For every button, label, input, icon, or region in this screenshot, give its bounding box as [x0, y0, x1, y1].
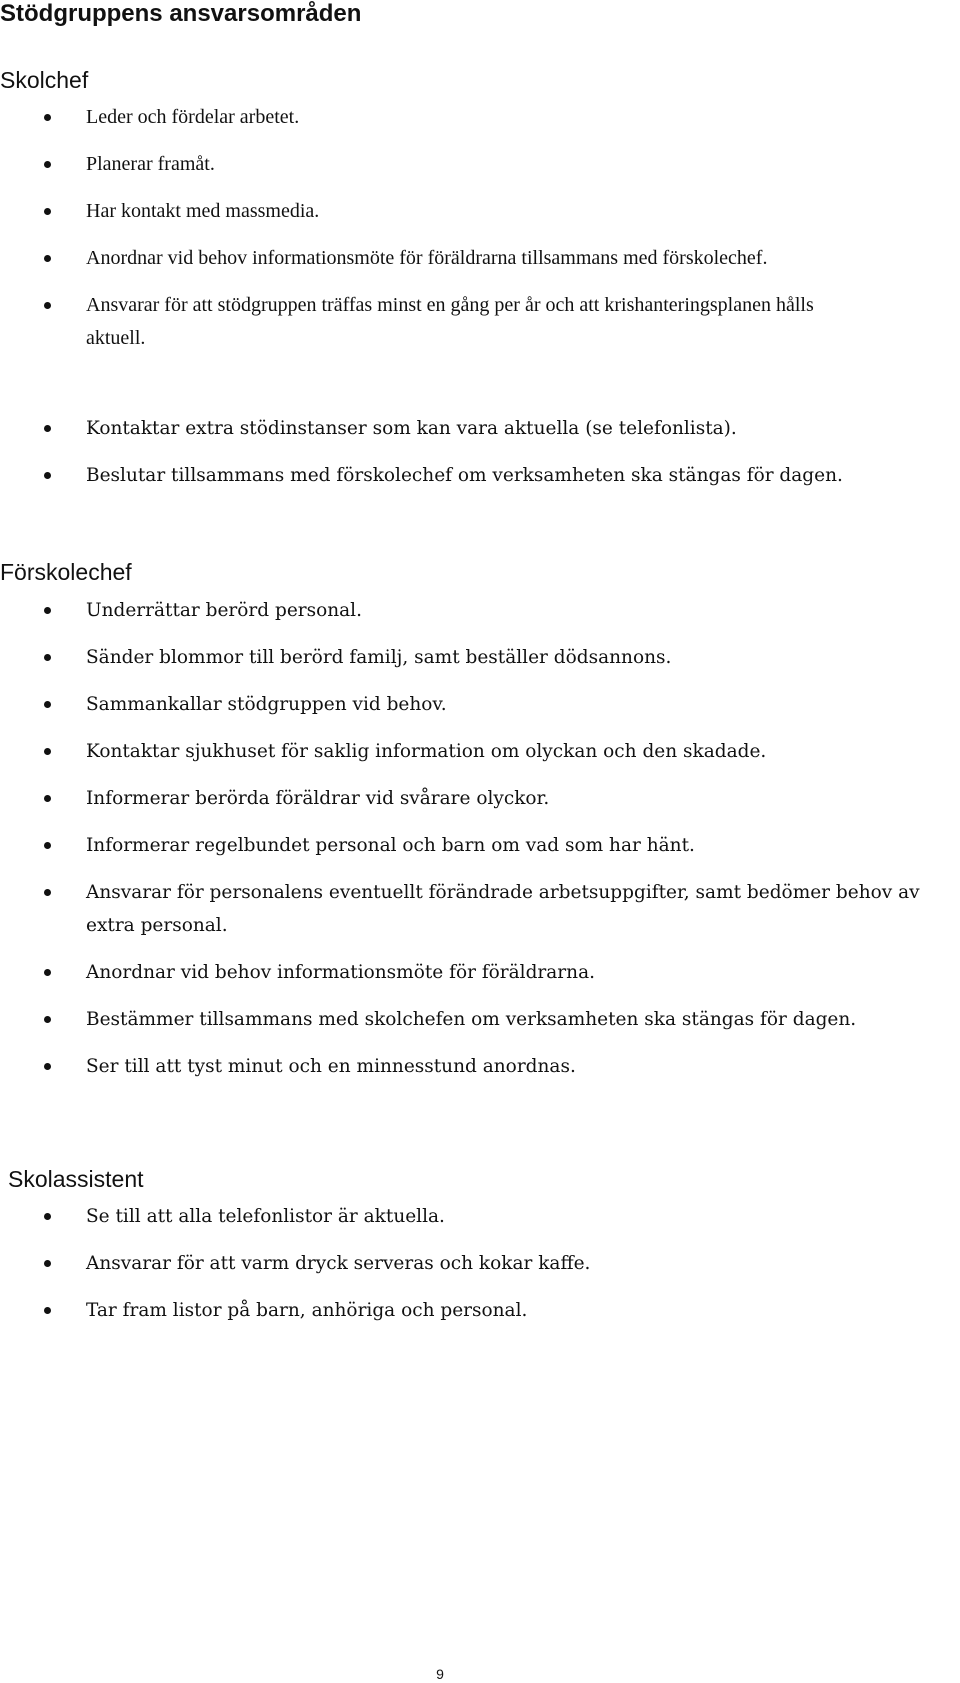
bullet-icon	[44, 795, 51, 802]
bullet-icon	[44, 1213, 51, 1220]
list-item-text: Sammankallar stödgruppen vid behov.	[86, 694, 447, 715]
skolassistent-list	[0, 1200, 960, 1327]
list-item	[0, 459, 960, 492]
bullet-icon	[44, 114, 51, 121]
bullet-icon	[44, 701, 51, 708]
list-item	[0, 1050, 960, 1083]
list-item	[0, 101, 960, 134]
skolchef-list	[0, 101, 960, 369]
list-item	[0, 242, 960, 275]
bullet-icon	[44, 607, 51, 614]
bullet-icon	[44, 654, 51, 661]
bullet-icon	[44, 302, 51, 309]
bullet-icon	[44, 472, 51, 479]
bullet-icon	[44, 969, 51, 976]
list-item	[0, 1294, 960, 1327]
list-item-text: Har kontakt med massmedia.	[86, 200, 320, 222]
list-item-text: Informerar regelbundet personal och barn om vad som har hänt.	[86, 835, 695, 856]
bullet-icon	[44, 842, 51, 849]
bullet-icon	[44, 1307, 51, 1314]
list-item	[0, 594, 960, 627]
list-item	[0, 195, 960, 228]
list-item	[0, 956, 960, 989]
list-item-text: Ansvarar för att varm dryck serveras och kokar kaffe.	[86, 1253, 591, 1274]
bullet-icon	[44, 1016, 51, 1023]
page-number: 9	[436, 1666, 444, 1682]
list-item-text: Bestämmer tillsammans med skolchefen om verksamheten ska stängas för dagen.	[86, 1009, 857, 1030]
list-item-text: Planerar framåt.	[86, 153, 215, 175]
list-item	[0, 641, 960, 674]
bullet-icon	[44, 748, 51, 755]
list-item	[0, 412, 960, 445]
list-item-text: Tar fram listor på barn, anhöriga och personal.	[86, 1300, 528, 1321]
bullet-icon	[44, 161, 51, 168]
page-title: Stödgruppens ansvarsområden	[0, 0, 362, 27]
list-item-text: Anordnar vid behov informationsmöte för föräldrarna.	[86, 962, 595, 983]
bullet-icon	[44, 425, 51, 432]
list-item	[0, 829, 960, 862]
list-item-text: Kontaktar extra stödinstanser som kan vara aktuella (se telefonlista).	[86, 418, 737, 439]
list-item-text: Ser till att tyst minut och en minnesstund anordnas.	[86, 1056, 576, 1077]
list-item	[0, 782, 960, 815]
list-item-text: Leder och fördelar arbetet.	[86, 106, 300, 128]
list-item-text: Sänder blommor till berörd familj, samt beställer dödsannons.	[86, 647, 672, 668]
list-item-text: Ansvarar för personalens eventuellt förändrade arbetsuppgifter, samt bedömer behov av extra personal.	[86, 882, 920, 936]
list-item	[0, 876, 960, 942]
bullet-icon	[44, 1063, 51, 1070]
list-item-text: Informerar berörda föräldrar vid svårare olyckor.	[86, 788, 550, 809]
list-item	[0, 1200, 960, 1233]
bullet-icon	[44, 255, 51, 262]
list-item-text: Beslutar tillsammans med förskolechef om verksamheten ska stängas för dagen.	[86, 465, 843, 486]
list-item	[0, 289, 960, 355]
list-item	[0, 688, 960, 721]
list-item	[0, 1003, 960, 1036]
list-item-text: Underrättar berörd personal.	[86, 600, 362, 621]
list-item	[0, 148, 960, 181]
list-item-text: Kontaktar sjukhuset för saklig information om olyckan och den skadade.	[86, 741, 767, 762]
list-item-text: Ansvarar för att stödgruppen träffas minst en gång per år och att krishanteringsplanen hålls aktuell.	[86, 294, 814, 349]
section-heading-forskolechef: Förskolechef	[0, 559, 132, 585]
list-item	[0, 1247, 960, 1280]
list-item-text: Anordnar vid behov informationsmöte för föräldrarna tillsammans med förskolechef.	[86, 247, 768, 269]
bullet-icon	[44, 208, 51, 215]
bullet-icon	[44, 1260, 51, 1267]
list-item	[0, 735, 960, 768]
bullet-icon	[44, 889, 51, 896]
forskolechef-list	[0, 594, 960, 1083]
section-heading-skolchef: Skolchef	[0, 67, 89, 93]
skolchef-list-continued	[0, 412, 960, 492]
list-item-text: Se till att alla telefonlistor är aktuella.	[86, 1206, 445, 1227]
section-heading-skolassistent: Skolassistent	[8, 1166, 144, 1192]
